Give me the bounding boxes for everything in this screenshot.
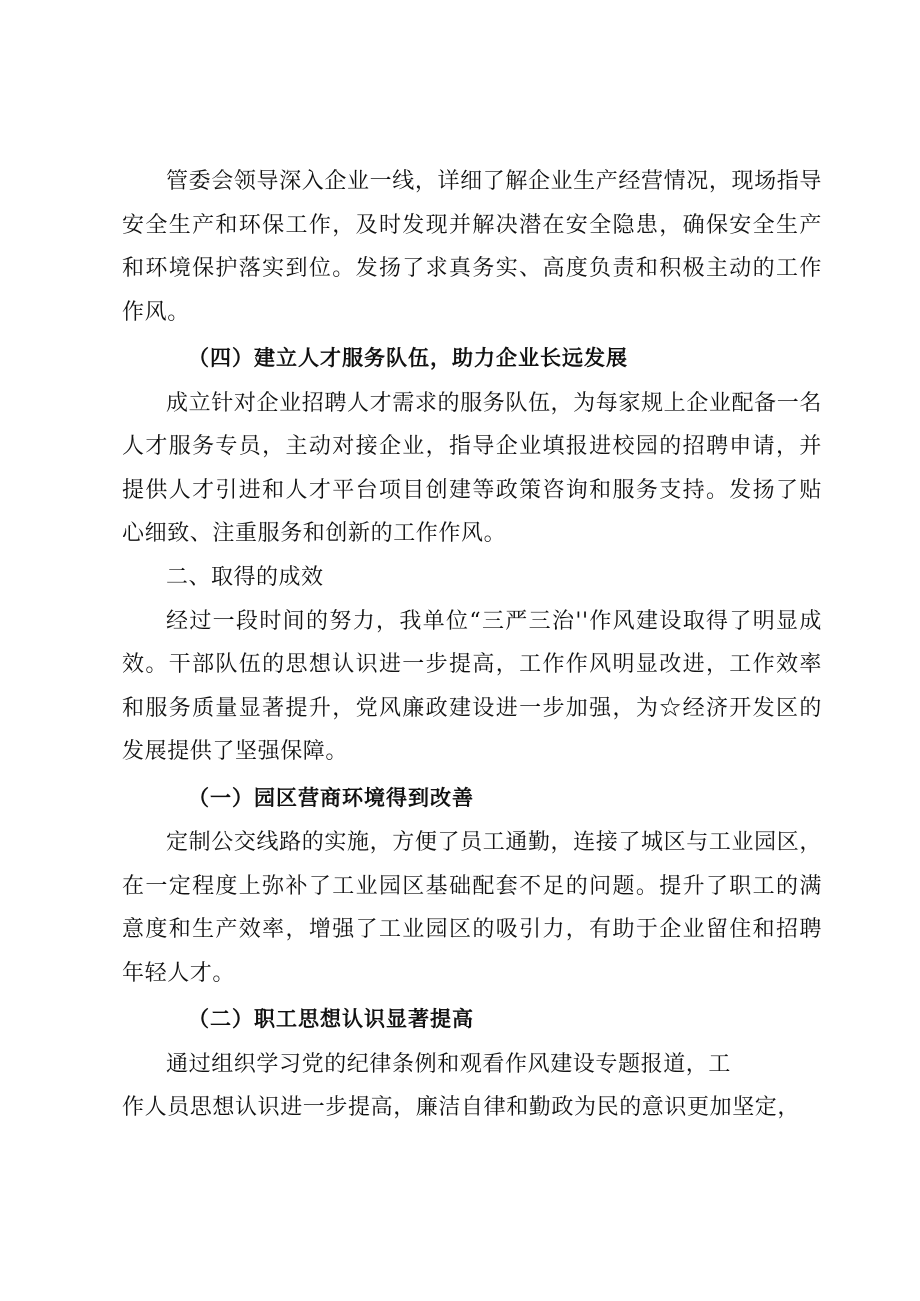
document-body	[122, 160, 822, 1130]
subheading-business-environment: （一）园区营商环境得到改善	[188, 784, 474, 810]
paragraph-talent-service-team: 成立针对企业招聘人才需求的服务队伍，为每家规上企业配备一名人才服务专员，主动对接企业，指导企业填报进校园的招聘申请，并提供人才引进和人才平台项目创建等政策咨询和服务支持。发扬了贴心细致、注重服务和创新的工作作风。	[122, 390, 822, 546]
paragraph-bus-routes: 定制公交线路的实施，方便了员工通勤，连接了城区与工业园区，在一定程度上弥补了工业园区基础配套不足的问题。提升了职工的满意度和生产效率，增强了工业园区的吸引力，有助于企业留住和招聘年轻人才。	[122, 830, 822, 986]
subheading-talent-service-team: （四）建立人才服务队伍，助力企业长远发展	[188, 345, 628, 370]
paragraph-staff-awareness	[122, 1043, 822, 1130]
paragraph-staff-awareness-line-1: 通过组织学习党的纪律条例和观看作风建设专题报道，工	[166, 1051, 732, 1077]
paragraph-management-committee: 管委会领导深入企业一线，详细了解企业生产经营情况，现场指导安全生产和环保工作，及时发现并解决潜在安全隐患，确保安全生产和环境保护落实到位。发扬了求真务实、高度负责和积极主动的工作作风。	[122, 169, 822, 325]
paragraph-staff-awareness-line-2: 作人员思想认识进一步提高，廉洁自律和勤政为民的意识更加坚定，	[122, 1095, 801, 1120]
subheading-staff-awareness: （二）职工思想认识显著提高	[188, 1006, 474, 1031]
paragraph-achievements-summary: 经过一段时间的努力，我单位“三严三治''作风建设取得了明显成效。干部队伍的思想认识进一步提高，工作作风明显改进，工作效率和服务质量显著提升，党风廉政建设进一步加强，为☆经济开发区的发展提供了坚强保障。	[122, 608, 822, 764]
section-heading-achievements: 二、取得的成效	[166, 564, 324, 590]
